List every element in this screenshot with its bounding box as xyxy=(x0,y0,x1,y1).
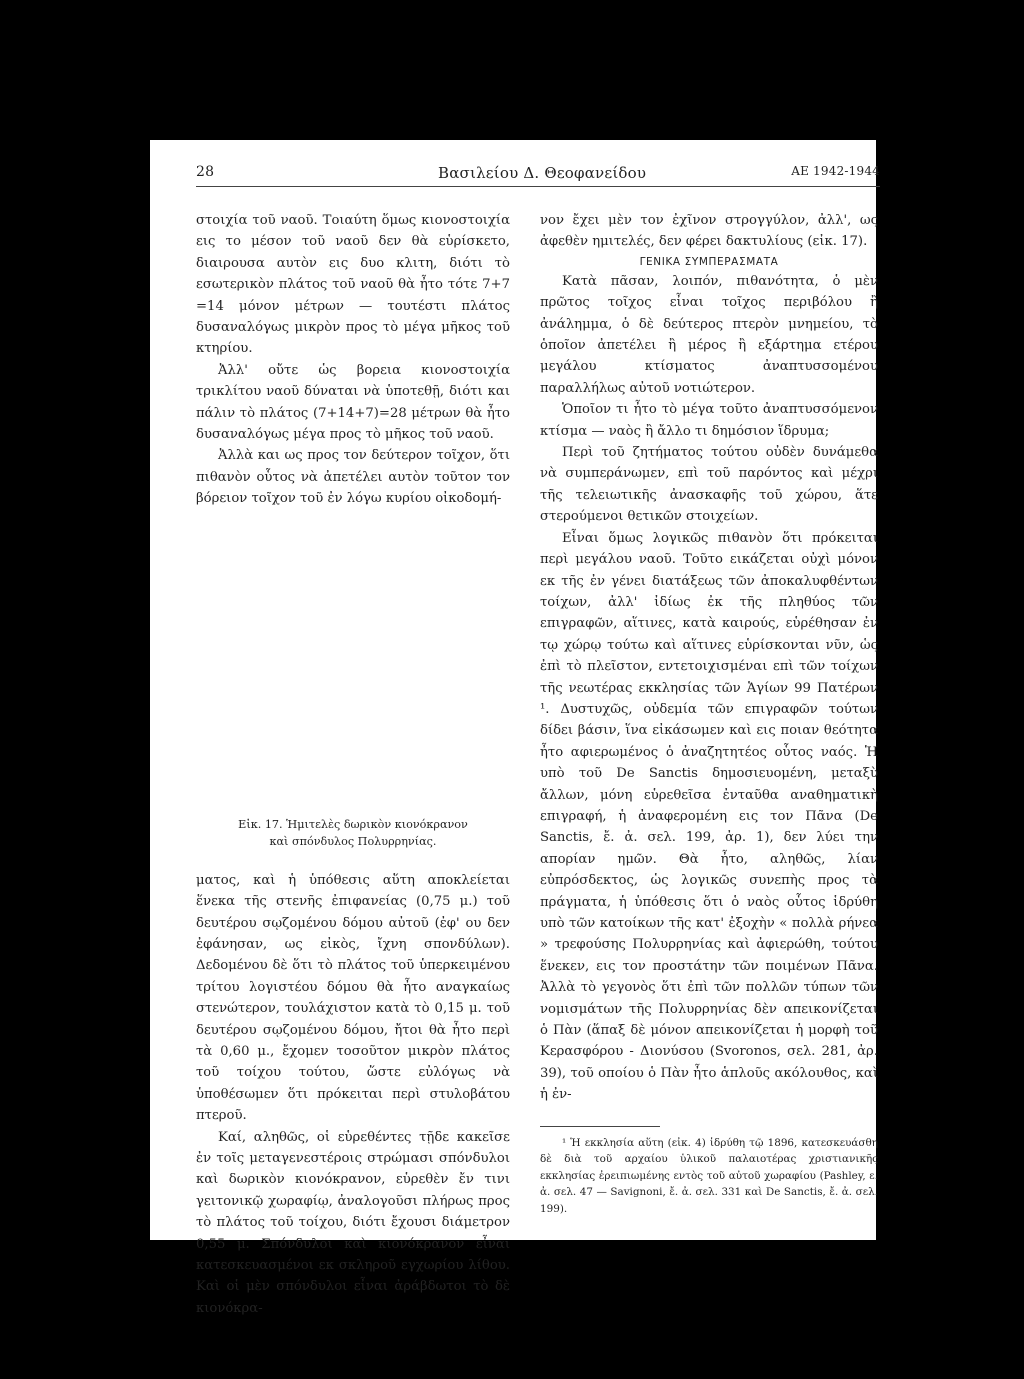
figure-area xyxy=(196,510,510,816)
journal-page xyxy=(150,140,880,1316)
paragraph: Περὶ τοῦ ζητήματος τούτου οὐδὲν δυνάμεθα νὰ συμπεράνωμεν, επὶ τοῦ παρόντος καὶ μέχρι τῆς τελειωτικῆς ἀνασκαφῆς τοῦ χώρου, ἅτε στερούμενοι θετικῶν στοιχείων. xyxy=(540,445,878,525)
figure-caption xyxy=(196,816,510,850)
page-number: 28 xyxy=(196,164,215,180)
paragraph: Ἀλλὰ και ως προς τον δεύτερον τοῖχον, ὅτι πιθανὸν οὗτος νὰ ἀπετέλει αυτὸν τοῦτον τον βόρειον τοῖχον τοῦ ἐν λόγω κυρίου οἰκοδομή- xyxy=(196,448,510,507)
paragraph: Ἀλλ' οὔτε ὡς βορεια κιονοστοιχία τρικλίτου ναοῦ δύναται νὰ ὑποτεθῇ, διότι και πάλιν τὸ πλάτος (7+14+7)=28 μέτρων θὰ ἦτο δυσαναλόγως μέγα προς τὸ μῆκος τοῦ ναοῦ. xyxy=(196,362,510,443)
paragraph: Εἶναι ὅμως λογικῶς πιθανὸν ὅτι πρόκειται περὶ μεγάλου ναοῦ. Τοῦτο εικάζεται οὐχὶ μόνον εκ τῆς ἐν γένει διατάξεως τῶν ἀποκαλυφθέντων τοίχων, ἀλλ' ἰδίως ἐκ τῆς πληθύος τῶν επιγραφῶν, αἵτινες, κατὰ καιρούς, εὑρέθησαν ἐν τῳ χώρῳ τούτω καὶ αἵτινες εὑρίσκονται νῦν, ὡς ἐπὶ τὸ πλεῖστον, εντετοιχισμέναι επὶ τῶν τοίχων τῆς νεωτέρας εκκλησίας τῶν Ἁγίων 99 Πατέρων ¹. Δυστυχῶς, οὐδεμία τῶν επιγραφῶν τούτων δίδει βάσιν, ἵνα εἰκάσωμεν καὶ εις ποιαν θεότητα ἦτο αφιερωμένος ὁ ἀναζητητέος οὗτος ναός. Ἡ υπὸ τοῦ De Sanctis δημοσιευομένη, μεταξὺ ἄλλων, μόνη εὑρεθεῖσα ἐνταῦθα αναθηματικὴ επιγραφή, ἡ ἀναφερομένη εις τον Πᾶνα (De Sanctis, ἔ. ἀ. σελ. 199, ἀρ. 1), δεν λύει την απορίαν ημῶν. Θὰ ἦτο, αληθῶς, λίαν εὐπρόσδεκτος, ὡς λογικῶς συνεπὴς προς τὰ πράγματα, ἡ ὑπόθεσις ὅτι ὁ ναὸς οὗτος ἱδρύθη υπὸ τῶν κατοίκων τῆς κατ' ἐξοχὴν « πολλὰ ρήνεα » τρεφούσης Πολυρρηνίας καὶ ἀφιερώθη, τούτου ἕνεκεν, εις τον προστάτην τῶν ποιμένων Πᾶνα. Ἀλλὰ τὸ γεγονὸς ὅτι ἐπὶ τῶν πολλῶν τύπων τῶν νομισμάτων τῆς Πολυρρηνίας δὲν απεικονίζεται ὁ Πὰν (ἅπαξ δὲ μόνον απεικονίζεται ἡ μορφὴ τοῦ Κερασφόρου - Διονύσου (Svoronos, σελ. 281, ἀρ. 39), τοῦ οποίου ὁ Πὰν ἦτο ἁπλοῦς ακόλουθος, καὶ ἡ ἐν- xyxy=(540,530,878,1103)
running-title: Βασιλείου Δ. Θεοφανείδου xyxy=(438,164,647,182)
caption-line: καὶ σπόνδυλος Πολυρρηνίας. xyxy=(269,834,437,848)
caption-line: Εἰκ. 17. Ἡμιτελὲς δωρικὸν κιονόκρανον xyxy=(238,817,468,831)
paragraph: νον ἔχει μὲν τον ἐχῖνον στρογγύλον, ἀλλ', ως ἀφεθὲν ημιτελές, δεν φέρει δακτυλίους (εἰκ. 17). xyxy=(540,213,878,250)
paragraph: Κατὰ πᾶσαν, λοιπόν, πιθανότητα, ὁ μὲν πρῶτος τοῖχος εἶναι τοῖχος περιβόλου ἢ ἀνάλημμα, ὁ δὲ δεύτερος πτερὸν μνημείου, τὸ ὁποῖον ἀπετέλει ἢ μέρος ἢ εξάρτημα ετέρου μεγάλου κτίσματος ἀναπτυσσομένου παραλλήλως αὐτοῦ νοτιώτερον. xyxy=(540,273,878,396)
paragraph: Καί, αληθῶς, οἱ εὑρεθέντες τῇδε κακεῖσε ἐν τοῖς μεταγενεστέροις στρώμασι σπόνδυλοι καὶ δωρικὸν κιονόκρανον, εὑρεθὲν ἔν τινι γειτονικῷ χωραφίῳ, ἀναλογοῦσι πλήρως προς τὸ πλάτος τοῦ τοίχου, διότι ἔχουσι διάμετρον 0,55 μ. Σπόνδυλοι καὶ κιονόκρανον εἶναι κατεσκευασμένοι εκ σκληροῦ εγχωρίου λίθου. Καὶ οἱ μὲν σπόνδυλοι εἶναι ἀράβδωτοι τὸ δὲ κιονόκρα- xyxy=(196,1129,510,1316)
footnote-rule xyxy=(540,1126,660,1127)
section-heading: ΓΕΝΙΚΑ ΣΥΜΠΕΡΑΣΜΑΤΑ xyxy=(639,255,779,268)
paragraph: Ὁποῖον τι ἦτο τὸ μέγα τοῦτο ἀναπτυσσόμενον κτίσμα — ναὸς ἢ ἄλλο τι δημόσιον ἵδρυμα; xyxy=(540,402,878,439)
paragraph: ματος, καὶ ἡ ὑπόθεσις αὕτη αποκλείεται ἕνεκα τῆς στενῆς ἐπιφανείας (0,75 μ.) τοῦ δευτέρου σῳζομένου δόμου αὐτοῦ (ἐφ' ου δεν ἐφάνησαν, ως εἰκὸς, ἴχνη σπονδύλων). Δεδομένου δὲ ὅτι τὸ πλάτος τοῦ ὑπερκειμένου τρίτου λογιστέου δόμου θὰ ἦτο αναγκαίως στενώτερον, τουλάχιστον κατὰ τὸ 0,15 μ. τοῦ δευτέρου σῳζομένου δόμου, ἤτοι θὰ ἦτο περὶ τὰ 0,60 μ., ἔχομεν τοσοῦτον μικρὸν πλάτος τοῦ τοίχου τούτου, ὥστε εὐλόγως νὰ ὑποθέσωμεν ὅτι πρόκειται περὶ στυλοβάτου πτεροῦ. xyxy=(196,872,510,1124)
right-column xyxy=(540,210,878,1218)
paragraph: στοιχία τοῦ ναοῦ. Τοιαύτη ὅμως κιονοστοιχία εις το μέσον τοῦ ναοῦ δεν θὰ εὑρίσκετο, διαιρουσα αυτὸν εις δυο κλιτη, διότι τὸ εσωτερικὸν πλάτος τοῦ ναοῦ θὰ ἦτο τότε 7+7 =14 μόνον μέτρων — τουτέστι πλάτος δυσαναλόγως μικρὸν προς τὸ μέγα μῆκος τοῦ κτηρίου. xyxy=(196,213,510,357)
left-column xyxy=(196,210,510,1319)
footnote: ¹ Ἡ εκκλησία αὕτη (εἰκ. 4) ἱδρύθη τῷ 1896, κατεσκευάσθη δὲ διὰ τοῦ αρχαίου ὑλικοῦ παλαιοτέρας χριστιανικῆς εκκλησίας ἐρειπιωμένης εντὸς τοῦ αὐτοῦ χωραφίου (Pashley, ε. ἀ. σελ. 47 — Savignoni, ἔ. ἀ. σελ. 331 καὶ De Sanctis, ἔ. ἀ. σελ. 199). xyxy=(540,1136,878,1216)
header-rule xyxy=(196,186,880,187)
journal-reference: ΑΕ 1942-1944 xyxy=(791,164,880,178)
